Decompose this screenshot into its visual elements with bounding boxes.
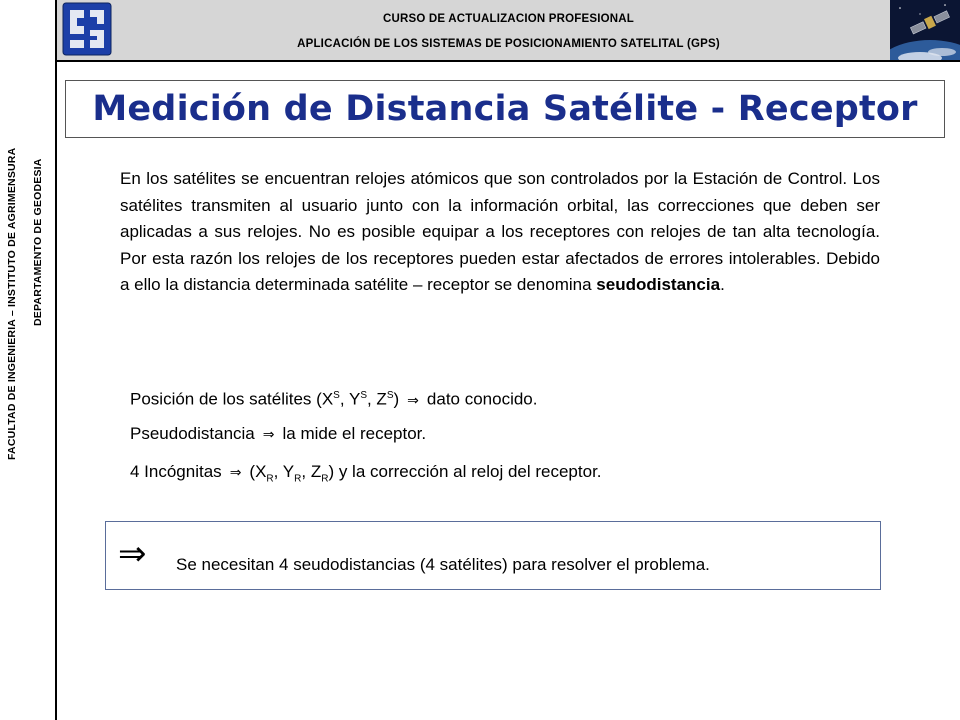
- fact3-text: 4 Incógnitas: [130, 462, 222, 481]
- implies-icon: ⇒: [407, 392, 419, 409]
- header: [57, 0, 960, 62]
- university-logo-icon: [62, 2, 112, 56]
- faculty-label: FACULTAD DE INGENIERIA – INSTITUTO DE AGRIMENSURA: [6, 147, 18, 460]
- satellite-earth-icon: [890, 0, 960, 60]
- paragraph-bold-term: seudodistancia: [596, 275, 721, 294]
- title-box: [65, 80, 945, 138]
- fact-unknowns: [130, 459, 602, 497]
- fact1-close: ): [393, 389, 400, 409]
- paragraph-end: .: [720, 275, 725, 294]
- fact1-result: dato conocido.: [426, 389, 538, 409]
- paragraph-text: En los satélites se encuentran relojes atómicos que son controlados por la Estación de Control. Los satélites transmiten al usuario junto con la información orbital, las correcciones que deben ser aplicadas a sus relojes. No es posible equipar a los receptores con relojes de tan alta tecnología. Por esta razón los relojes de los receptores pueden estar afectados de errores intolerables. Debido a ello la distancia determinada satélite – receptor se denomina: [120, 169, 880, 294]
- conclusion-text: Se necesitan 4 seudodistancias (4 satélites) para resolver el problema.: [176, 555, 710, 574]
- fact3-sub-y: R: [294, 473, 302, 485]
- description-paragraph: [120, 166, 880, 299]
- fact3-sep-z: , Z: [301, 462, 322, 481]
- fact1-sup-z: S: [386, 390, 394, 401]
- implies-icon: ⇒: [262, 427, 275, 443]
- fact1-sep-z: , Z: [366, 389, 387, 409]
- department-label: DEPARTAMENTO DE GEODESIA: [32, 158, 44, 326]
- fact-satellite-position: [130, 383, 602, 421]
- implies-icon: ⇒: [229, 465, 242, 481]
- fact3-open: (X: [249, 462, 267, 481]
- course-title: CURSO DE ACTUALIZACION PROFESIONAL: [382, 13, 635, 25]
- fact3-sub-x: R: [266, 473, 274, 485]
- fact2-result: la mide el receptor.: [282, 424, 427, 443]
- page-title: Medición de Distancia Satélite - Receptor: [92, 89, 918, 129]
- fact2-text: Pseudodistancia: [130, 424, 255, 443]
- fact3-result: ) y la corrección al reloj del receptor.: [328, 462, 602, 481]
- fact1-sep-y: , Y: [339, 389, 361, 409]
- fact3-sep-y: , Y: [273, 462, 295, 481]
- fact3-sub-z: R: [321, 473, 329, 485]
- fact1-sup-y: S: [360, 390, 367, 401]
- fact1-sup-x: S: [333, 390, 340, 401]
- fact-pseudodistance: [130, 421, 602, 459]
- course-subtitle: APLICACIÓN DE LOS SISTEMAS DE POSICIONAMIENTO SATELITAL (GPS): [297, 38, 720, 50]
- sidebar: [0, 0, 57, 720]
- conclusion-box: [105, 521, 881, 590]
- implies-large-icon: ⇒: [118, 534, 147, 574]
- fact1-prefix: Posición de los satélites (X: [130, 389, 334, 409]
- facts-list: [130, 383, 602, 497]
